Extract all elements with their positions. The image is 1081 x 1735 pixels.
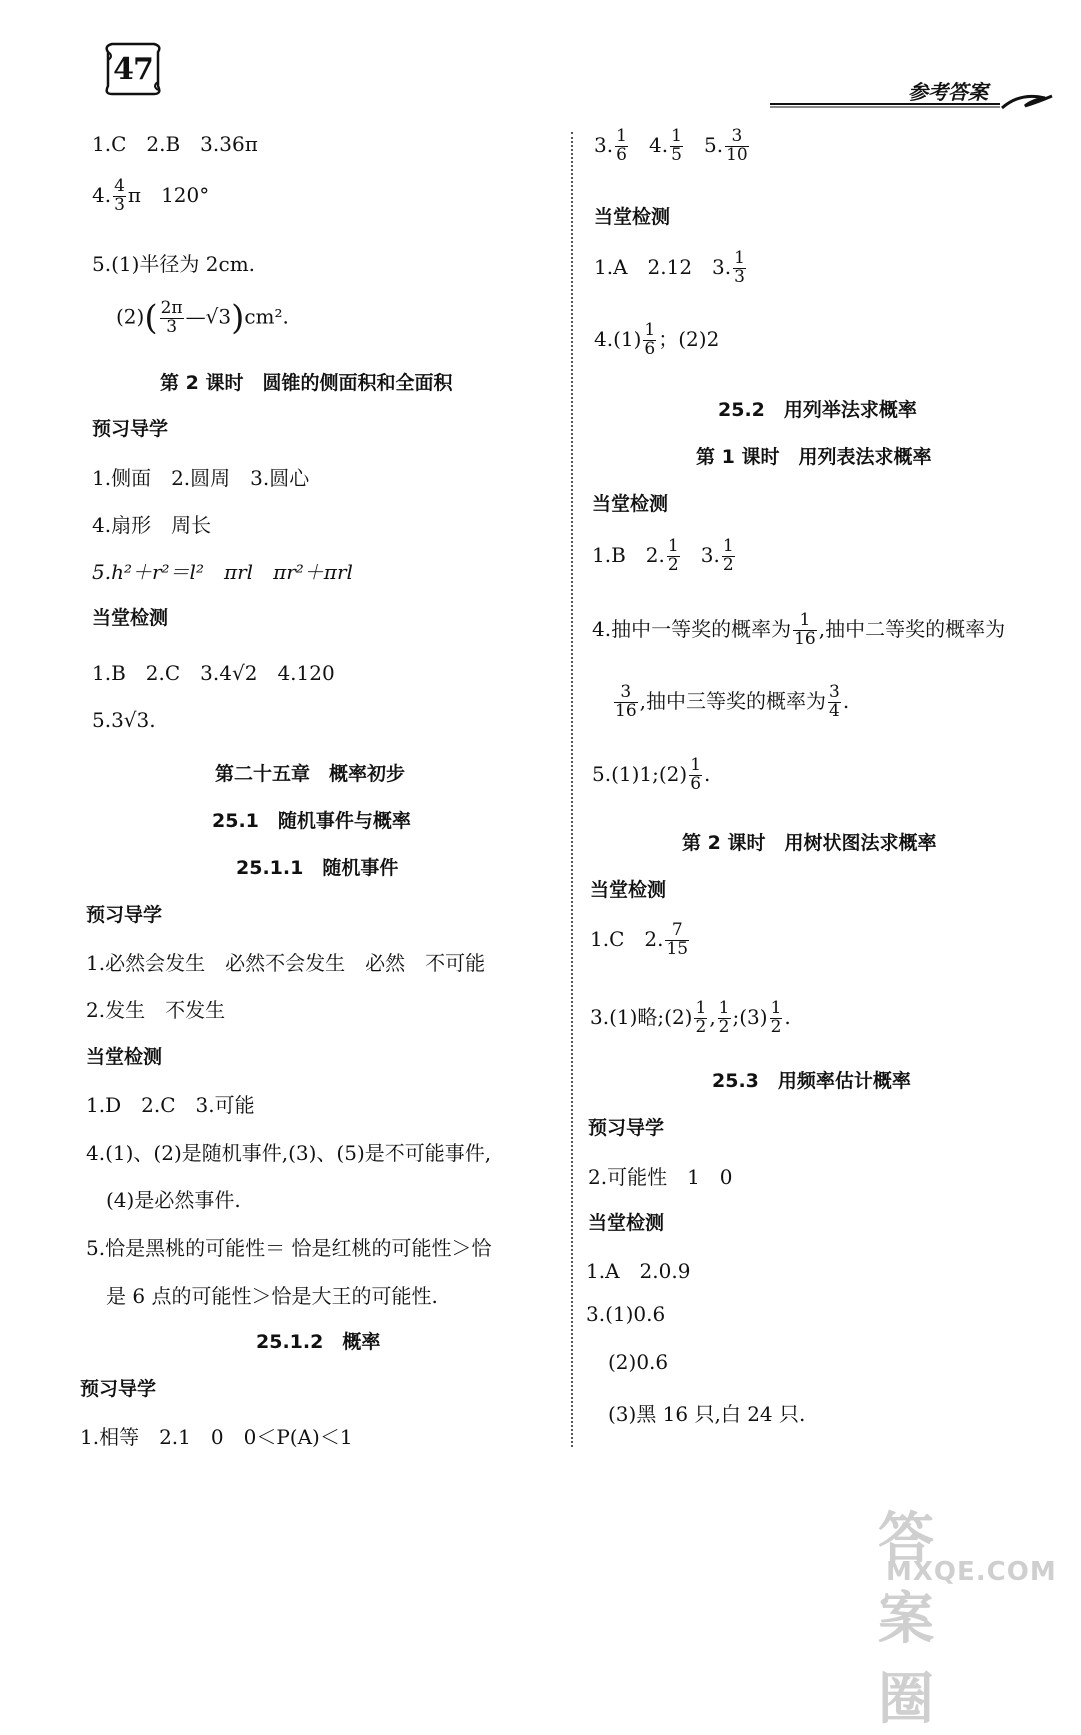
right-paren: ) xyxy=(231,298,245,338)
answer-text: π 120° xyxy=(127,182,210,207)
answer-line xyxy=(592,757,710,794)
fraction-numerator: 1 xyxy=(793,612,817,631)
subsection-label: 当堂检测 xyxy=(86,1046,163,1068)
answer-line xyxy=(116,298,289,338)
answer-line: 5.3√3. xyxy=(92,708,156,732)
answer-line: 1.必然会发生 必然不会发生 必然 不可能 xyxy=(86,951,486,975)
answer-line: (3)黑 16 只,白 24 只. xyxy=(608,1402,806,1426)
subsection-label: 预习导学 xyxy=(80,1378,157,1400)
answer-text: 3. xyxy=(700,542,720,567)
answer-text: 5. xyxy=(704,132,724,157)
fraction-denominator: 10 xyxy=(726,144,748,165)
answer-text: 1.A 2.12 3. xyxy=(594,254,732,279)
fraction-denominator: 2 xyxy=(770,1016,782,1037)
fraction-denominator: 2 xyxy=(718,1016,730,1037)
answer-line xyxy=(590,922,691,959)
answer-text: —√3 xyxy=(185,304,232,329)
header-swoosh-icon xyxy=(770,94,1060,114)
answer-text: , xyxy=(709,1004,716,1029)
fraction-denominator: 3 xyxy=(114,194,125,215)
column-divider xyxy=(571,132,573,1447)
answer-line: 4.(1)、(2)是随机事件,(3)、(5)是不可能事件, xyxy=(86,1141,492,1165)
answer-text: 3. xyxy=(594,132,614,157)
fraction xyxy=(694,1000,707,1037)
answer-line: 1.B 2.C 3.4√2 4.120 xyxy=(92,661,335,685)
answer-line: 1.相等 2.1 0 0＜P(A)＜1 xyxy=(80,1425,353,1449)
fraction xyxy=(614,684,638,721)
answer-text: 5.(1)1;(2) xyxy=(592,761,688,786)
answer-line: (4)是必然事件. xyxy=(106,1188,241,1212)
answer-line xyxy=(594,128,751,165)
answer-text: 1.B 2. xyxy=(592,542,665,567)
answer-line: 5.恰是黑桃的可能性＝ 恰是红桃的可能性＞恰 xyxy=(86,1236,492,1260)
answer-line: 1.侧面 2.圆周 3.圆心 xyxy=(92,466,310,490)
section-heading: 25.1.1 随机事件 xyxy=(236,857,399,879)
section-heading: 25.1 随机事件与概率 xyxy=(212,810,411,832)
answer-text: 4.(1) xyxy=(594,326,642,351)
fraction-numerator: 1 xyxy=(644,320,656,340)
subsection-label: 预习导学 xyxy=(86,904,163,926)
answer-text: 4. xyxy=(92,182,112,207)
fraction-numerator: 1 xyxy=(667,536,679,556)
watermark-logo-text: 答案圈 xyxy=(878,1507,936,1732)
answer-line xyxy=(594,250,748,287)
fraction xyxy=(828,684,841,721)
answer-line: 4.扇形 周长 xyxy=(92,513,212,537)
fraction-denominator: 6 xyxy=(644,338,656,359)
fraction xyxy=(665,922,689,959)
fraction xyxy=(615,128,628,165)
page-number-badge xyxy=(100,38,166,100)
fraction-numerator: 1 xyxy=(734,248,745,268)
fraction-numerator: 3 xyxy=(725,128,749,147)
left-paren: ( xyxy=(144,298,158,338)
section-heading: 25.2 用列举法求概率 xyxy=(718,399,917,421)
watermark-url: MXQE.COM xyxy=(886,1557,1057,1587)
fraction-denominator: 16 xyxy=(794,628,816,649)
answer-line: 2.可能性 1 0 xyxy=(588,1165,733,1189)
answer-text: ;(3) xyxy=(732,1004,768,1029)
answer-text: ；(2)2 xyxy=(658,326,720,351)
answer-line: 3.(1)0.6 xyxy=(586,1302,666,1326)
answer-text: ,抽中三等奖的概率为 xyxy=(639,688,826,713)
answer-line xyxy=(594,322,719,359)
subsection-label: 预习导学 xyxy=(588,1117,665,1139)
answer-line: 1.A 2.0.9 xyxy=(586,1259,691,1283)
fraction-denominator: 3 xyxy=(734,266,745,287)
answer-line: 5.(1)半径为 2cm. xyxy=(92,252,256,276)
fraction-numerator: 3 xyxy=(614,684,638,703)
fraction xyxy=(718,1000,731,1037)
fraction xyxy=(793,612,817,649)
fraction-denominator: 4 xyxy=(829,700,840,721)
answer-line: 是 6 点的可能性＞恰是大王的可能性. xyxy=(106,1284,438,1308)
subsection-label: 当堂检测 xyxy=(592,493,669,515)
subsection-label: 当堂检测 xyxy=(594,206,671,228)
fraction-denominator: 15 xyxy=(666,938,689,959)
header-label: 参考答案 xyxy=(908,80,988,104)
answer-line xyxy=(612,684,849,721)
fraction-numerator: 1 xyxy=(718,998,730,1018)
section-heading: 第 2 课时 用树状图法求概率 xyxy=(682,832,937,854)
fraction-numerator: 1 xyxy=(690,755,702,775)
answer-text: 1.C 2. xyxy=(590,926,664,951)
fraction-denominator: 6 xyxy=(690,773,702,794)
fraction xyxy=(643,322,656,359)
fraction-denominator: 2 xyxy=(722,554,734,575)
fraction-numerator: 4 xyxy=(114,176,125,196)
answer-text: . xyxy=(704,761,711,786)
answer-line: 2.发生 不发生 xyxy=(86,998,226,1022)
fraction-denominator: 2 xyxy=(667,554,679,575)
fraction-numerator: 1 xyxy=(695,998,707,1018)
fraction-denominator: 3 xyxy=(166,316,178,337)
answer-text: 3.(1)略;(2) xyxy=(590,1004,693,1029)
fraction-denominator: 5 xyxy=(671,144,682,165)
answer-line: 1.D 2.C 3.可能 xyxy=(86,1093,255,1117)
fraction-numerator: 7 xyxy=(665,922,689,941)
fraction xyxy=(667,538,680,575)
subsection-label: 当堂检测 xyxy=(588,1212,665,1234)
answer-text: cm². xyxy=(244,304,289,329)
answer-line xyxy=(590,1000,791,1037)
answer-text: . xyxy=(784,1004,791,1029)
answer-line: (2)0.6 xyxy=(608,1350,669,1374)
answer-line xyxy=(92,178,209,215)
answer-text: (2) xyxy=(116,304,145,329)
fraction-numerator: 3 xyxy=(829,682,840,702)
fraction-numerator: 2π xyxy=(160,297,183,318)
answer-text: 4. xyxy=(649,132,669,157)
fraction xyxy=(160,297,184,337)
fraction-denominator: 6 xyxy=(616,144,627,165)
chapter-heading: 第二十五章 概率初步 xyxy=(215,763,406,785)
fraction xyxy=(770,1000,783,1037)
fraction-numerator: 1 xyxy=(671,126,682,146)
fraction xyxy=(689,757,702,794)
fraction xyxy=(733,250,746,287)
fraction xyxy=(725,128,749,165)
section-heading: 第 1 课时 用列表法求概率 xyxy=(696,446,932,468)
fraction-denominator: 2 xyxy=(695,1016,707,1037)
fraction xyxy=(722,538,735,575)
fraction-numerator: 1 xyxy=(770,998,782,1018)
page-number: 47 xyxy=(113,52,153,87)
section-heading: 第 2 课时 圆锥的侧面积和全面积 xyxy=(160,372,453,394)
answer-line xyxy=(592,612,1062,649)
answer-line: 5.h²＋r²＝l² πrl πr²＋πrl xyxy=(92,560,353,584)
answer-line xyxy=(592,538,737,575)
answer-line: 1.C 2.B 3.36π xyxy=(92,132,258,156)
fraction-denominator: 16 xyxy=(615,700,637,721)
subsection-label: 当堂检测 xyxy=(590,879,667,901)
subsection-label: 预习导学 xyxy=(92,418,169,440)
answer-text: ,抽中二等奖的概率为 xyxy=(818,616,1006,641)
fraction-numerator: 1 xyxy=(722,536,734,556)
fraction xyxy=(113,178,126,215)
subsection-label: 当堂检测 xyxy=(92,607,169,629)
answer-text: . xyxy=(842,688,850,713)
fraction xyxy=(670,128,683,165)
fraction-numerator: 1 xyxy=(616,126,627,146)
section-heading: 25.3 用频率估计概率 xyxy=(712,1070,911,1092)
answer-text: 4.抽中一等奖的概率为 xyxy=(592,616,792,641)
section-heading: 25.1.2 概率 xyxy=(256,1331,381,1353)
